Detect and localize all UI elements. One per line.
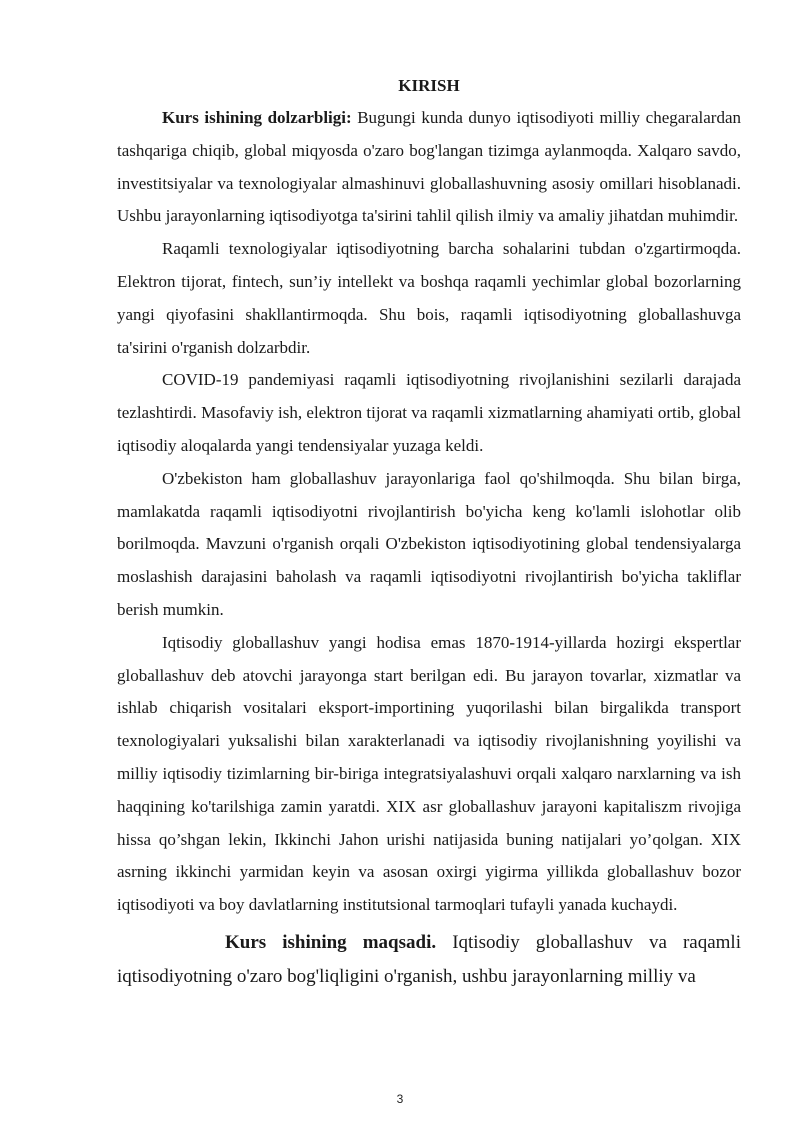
paragraph-goal — [117, 926, 741, 994]
paragraph-text: Iqtisodiy globallashuv va raqamli iqtisodiyotning o'zaro bog'liqligini o'rganish, ushbu jarayonlarning milliy va — [117, 931, 741, 987]
paragraph-text: Iqtisodiy globallashuv yangi hodisa emas 1870-1914-yillarda hozirgi ekspertlar globallashuv deb atovchi jarayonga start berilgan edi. Bu jarayon tovarlar, xizmatlar va ishlab chiqarish vositalari eksport-importining yuqorilashi bilan birgalikda transport texnologiyalari yuksalishi bilan xarakterlanadi va iqtisodiy rivojlanishning yoyilishi va milliy iqtisodiy tizimlarning bir-biriga integratsiyalashuvi orqali xalqaro narxlarning va ish haqqining ko'tarilshiga zamin yaratdi. XIX asr globallashuv jarayoni kapitaliszm rivojiga hissa qo’shgan lekin, Ikkinchi Jahon urishi natijasida buning natijalari yo’qolgan. XIX asrning ikkinchi yarmidan keyin va asosan oxirgi yigirma yillikda globallashuv bozor iqtisodiyoti va boy davlatlarning institutsional tarmoqlari tufayli yanada kuchaydi. — [117, 632, 741, 915]
paragraph-text: O'zbekiston ham globallashuv jarayonlariga faol qo'shilmoqda. Shu bilan birga, mamlakatda raqamli iqtisodiyotni rivojlantirish bo'yicha keng ko'lamli islohotlar olib borilmoqda. Mavzuni o'rganish orqali O'zbekiston iqtisodiyotining global tendensiyalarga moslashish darajasini baholash va raqamli iqtisodiyotni rivojlantirish bo'yicha takliflar berish mumkin. — [117, 468, 741, 619]
paragraph-lead: Kurs ishining maqsadi. — [225, 931, 437, 953]
paragraph-text: Raqamli texnologiyalar iqtisodiyotning barcha sohalarini tubdan o'zgartirmoqda. Elektron tijorat, fintech, sun’iy intellekt va boshqa raqamli yechimlar global bozorlarning yangi qiyofasini shakllantirmoqda. Shu bois, raqamli iqtisodiyotning globallashuvga ta'sirini o'rganish dolzarbdir. — [117, 239, 741, 357]
document-page — [117, 70, 741, 994]
paragraph-uzbekistan — [117, 463, 741, 627]
paragraph-digital-tech — [117, 233, 741, 364]
paragraph-text: COVID-19 pandemiyasi raqamli iqtisodiyotning rivojlanishini sezilarli darajada tezlashtirdi. Masofaviy ish, elektron tijorat va raqamli xizmatlarning ahamiyati ortib, global iqtisodiy aloqalarda yangi tendensiyalar yuzaga keldi. — [117, 370, 741, 455]
page-number: 3 — [396, 1092, 404, 1106]
paragraph-lead: Kurs ishining dolzarbligi: — [162, 108, 352, 127]
paragraph-relevance — [117, 102, 741, 233]
paragraph-covid — [117, 364, 741, 462]
page-title: KIRISH — [398, 76, 460, 95]
paragraph-history — [117, 627, 741, 922]
paragraph-text: Bugungi kunda dunyo iqtisodiyoti milliy chegaralardan tashqariga chiqib, global miqyosda o'zaro bog'langan tizimga aylanmoqda. Xalqaro savdo, investitsiyalar va texnologiyalar almashinuvi globallashuvning asosiy omillari hisoblanadi. Ushbu jarayonlarning iqtisodiyotga ta'sirini tahlil qilish ilmiy va amaliy jihatdan muhimdir. — [117, 108, 741, 226]
